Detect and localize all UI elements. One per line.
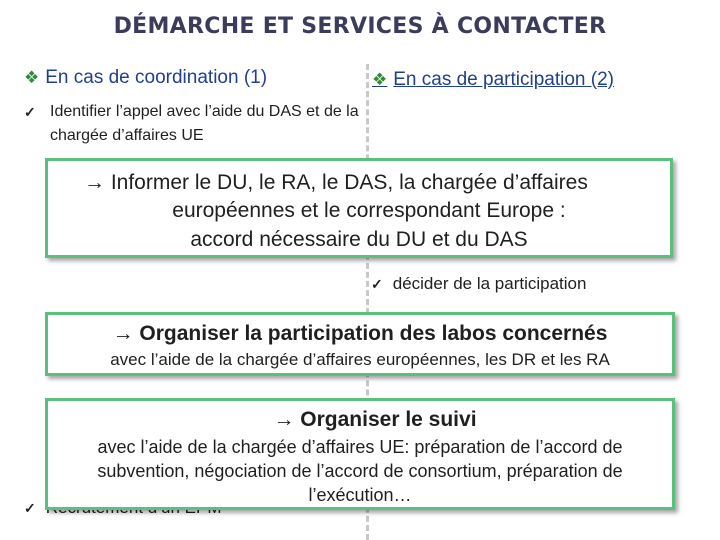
list-item-label: décider de la participation [392,274,587,293]
list-item-label: Identifier l’appel avec l’aide du DAS et de la chargée d’affaires UE [50,103,359,144]
step-informer-line1: → Informer le DU, le RA, le DAS, la chargée d’affaires [84,171,588,194]
step-organiser-title: → Organiser la participation des labos concernés [112,322,608,345]
step-box-organiser-suivi [45,398,675,510]
check-icon: ✓ [371,276,383,292]
diamond-bullet-icon: ❖ [24,68,40,87]
step-box-informer [45,158,673,258]
heading-participation [372,69,614,91]
heading-coordination-label: En cas de coordination (1) [45,67,268,88]
step-informer-line2: européennes et le correspondant Europe : [172,199,566,222]
page-title: DÉMARCHE ET SERVICES À CONTACTER [113,14,607,39]
step-box-organiser-participation [45,312,675,376]
heading-coordination [24,67,267,89]
diamond-bullet-icon: ❖ [372,70,388,89]
step-informer-line3: accord nécessaire du DU et du DAS [190,228,528,251]
heading-participation-label: En cas de participation (2) [393,69,614,90]
check-icon: ✓ [24,104,36,120]
step-organiser-detail: avec l’aide de la chargée d’affaires européennes, les DR et les RA [110,350,610,369]
step-suivi-title: → Organiser le suivi [273,408,477,431]
step-suivi-detail: avec l’aide de la chargée d’affaires UE: préparation de l’accord de subvention, négociation de l’accord de consortium, préparation de l’exécution… [97,437,623,505]
check-icon: ✓ [24,500,36,516]
list-item-decider [371,274,586,294]
